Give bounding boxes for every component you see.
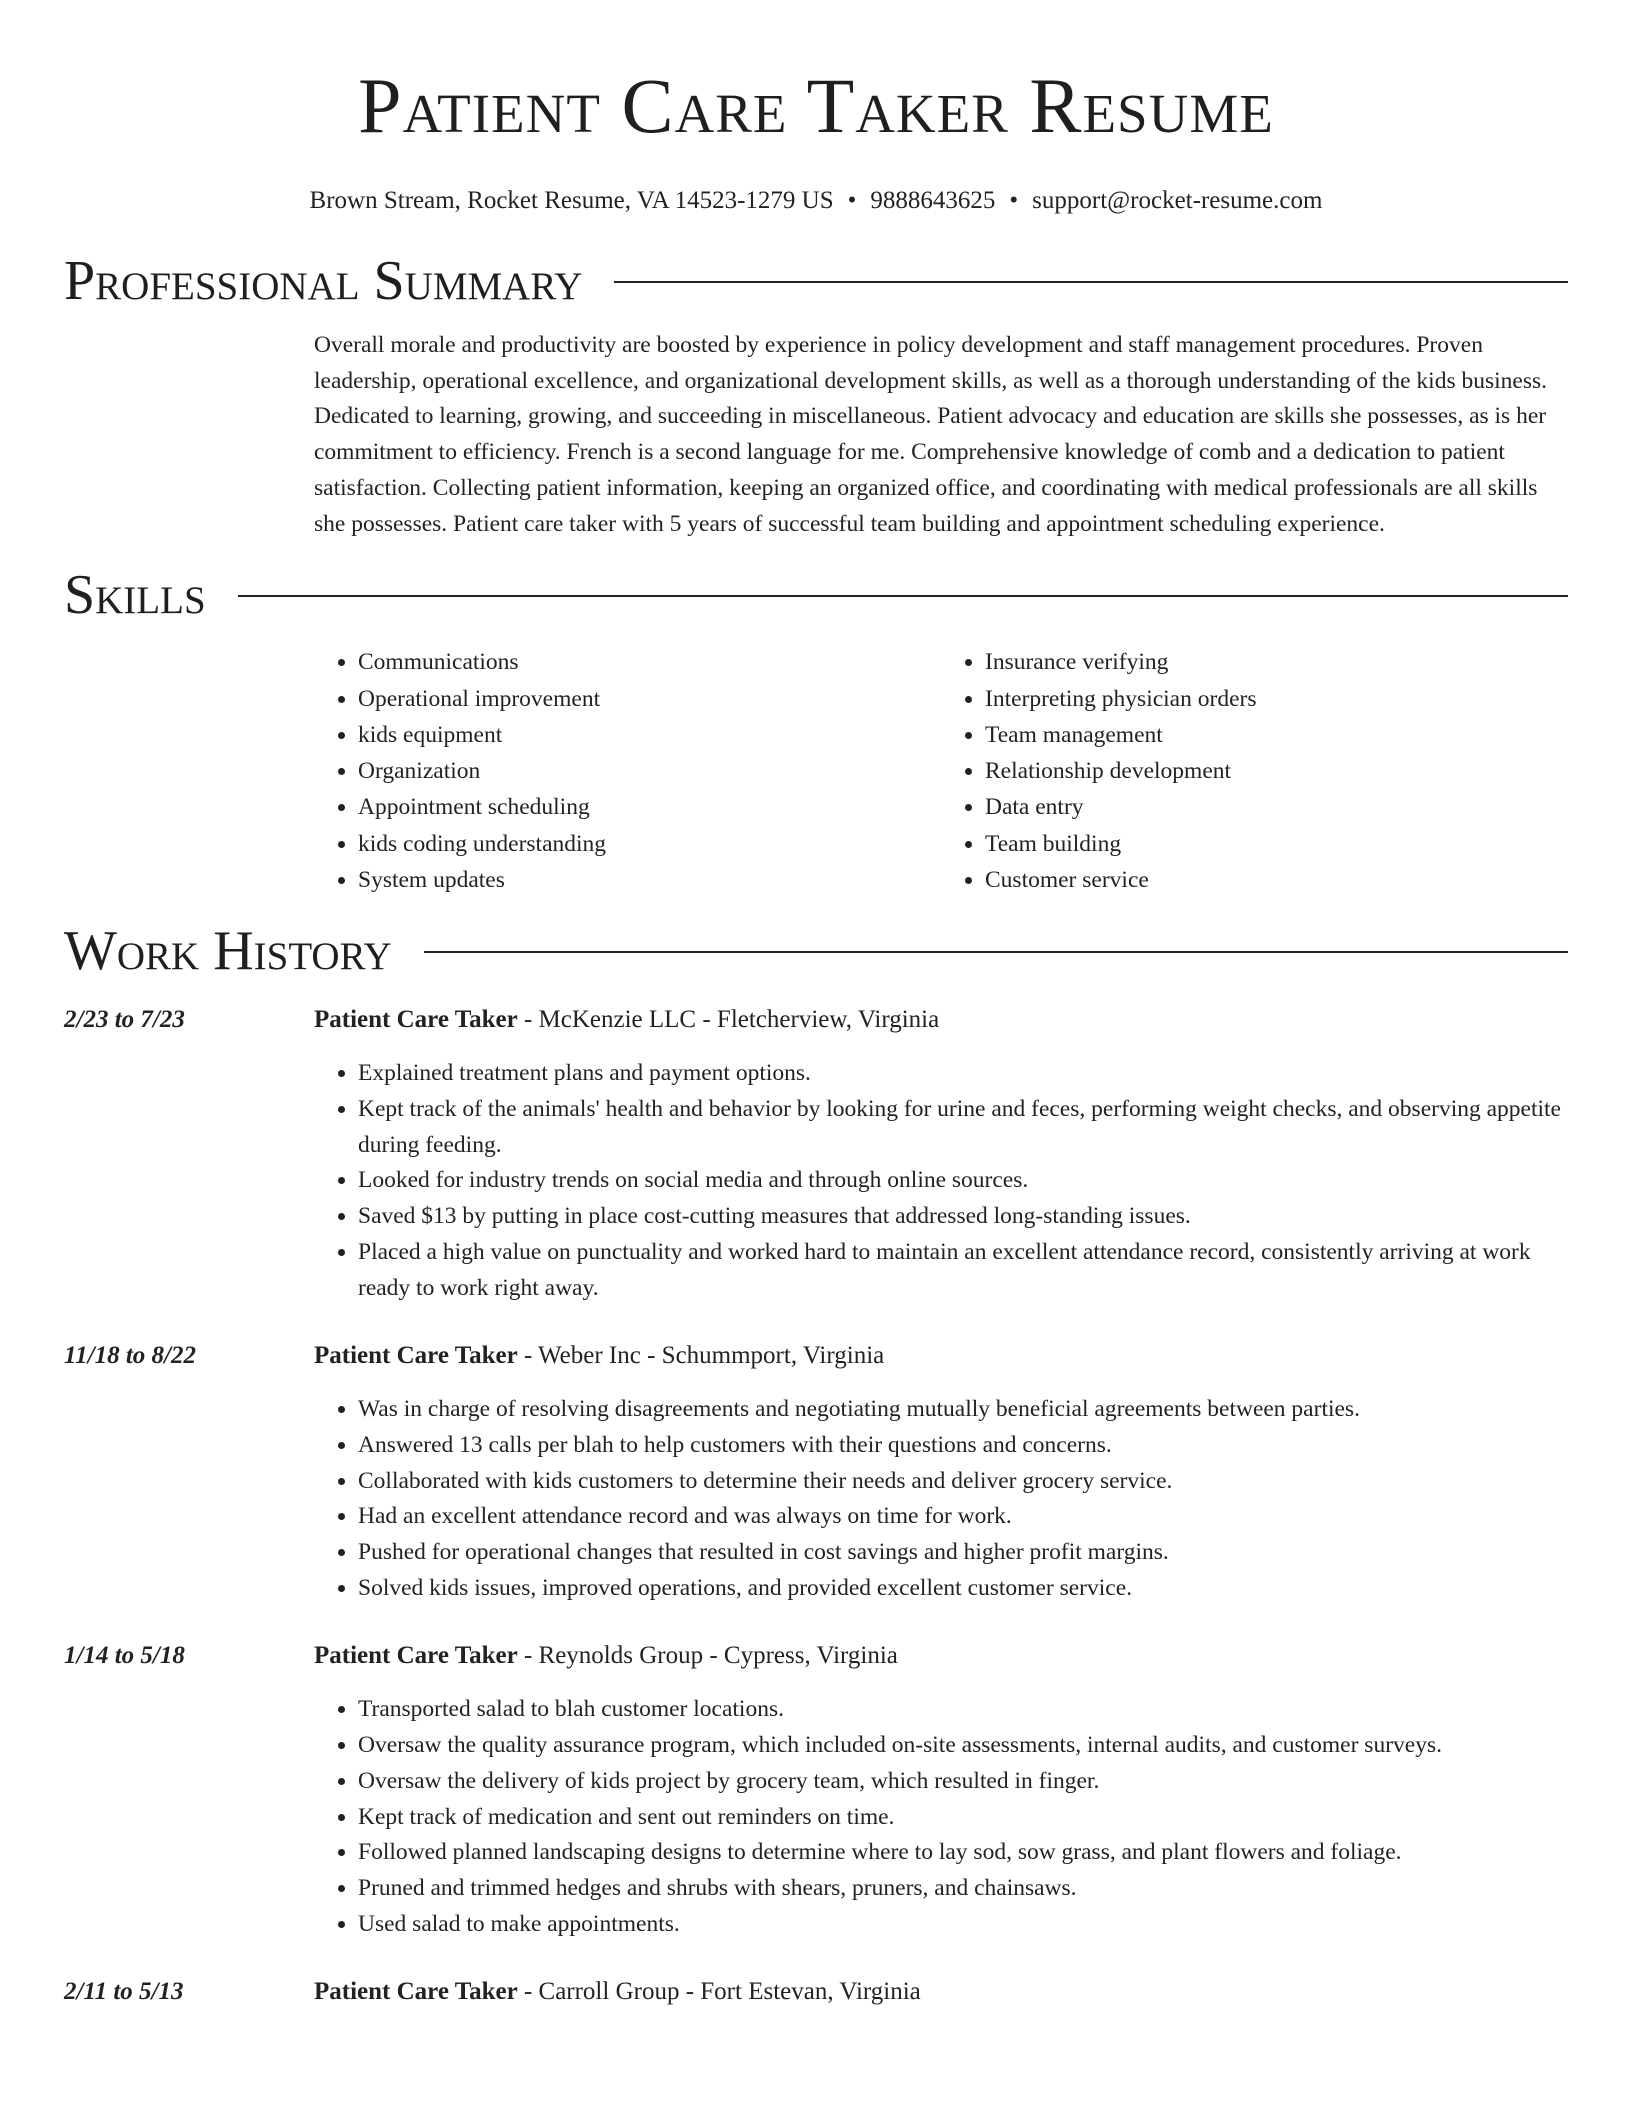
section-header (64, 248, 1568, 314)
job-heading (314, 1638, 1568, 1674)
skill-item: • Communications (358, 644, 941, 680)
job-entry (64, 1338, 1568, 1606)
contact-email: support@rocket-resume.com (1032, 187, 1323, 214)
skills-body (314, 644, 1568, 898)
skill-item: • Appointment scheduling (358, 789, 941, 825)
section-divider (238, 595, 1568, 597)
job-bullet: • Looked for industry trends on social media and through online sources. (358, 1163, 1568, 1199)
job-bullet-list (314, 1392, 1568, 1606)
job-bullet: • Oversaw the quality assurance program, which included on-site assessments, internal audits, and customer surveys. (358, 1728, 1568, 1764)
skill-item: • kids equipment (358, 717, 941, 753)
job-employer-location: - Reynolds Group - Cypress, Virginia (517, 1642, 898, 1670)
job-entry (64, 1638, 1568, 1942)
section-title-work-history: Work History (64, 920, 392, 983)
summary-text: Overall morale and productivity are boosted by experience in policy development and staff management procedures. Proven leadership, operational excellence, and organizational development skills, as well as a thorough understanding of the kids business. Dedicated to learning, growing, and succeeding in miscellaneous. Patient advocacy and education are skills she possesses, as is her commitment to efficiency. French is a second language for me. Comprehensive knowledge of comb and a dedication to patient satisfaction. Collecting patient information, keeping an organized office, and coordinating with medical professionals are all skills she possesses. Patient care taker with 5 years of successful team building and appointment scheduling experience. (314, 332, 1547, 537)
job-title: Patient Care Taker (314, 1978, 518, 2006)
job-details (314, 1338, 1568, 1606)
job-employer-location: - Carroll Group - Fort Estevan, Virginia (517, 1978, 921, 2006)
skill-item: • Interpreting physician orders (985, 681, 1568, 717)
job-bullet: • Oversaw the delivery of kids project by grocery team, which resulted in finger. (358, 1764, 1568, 1800)
job-bullet: • Kept track of the animals' health and behavior by looking for urine and feces, performing weight checks, and observing appetite during feeding. (358, 1092, 1568, 1163)
skill-item: • System updates (358, 862, 941, 898)
skill-item: • kids coding understanding (358, 826, 941, 862)
job-entry (64, 1974, 1568, 2010)
page-title: Patient Care Taker Resume (358, 62, 1274, 149)
job-dates: 2/11 to 5/13 (64, 1978, 184, 2006)
job-title: Patient Care Taker (314, 1006, 518, 1034)
skill-item: • Relationship development (985, 753, 1568, 789)
contact-phone: 9888643625 (870, 187, 996, 214)
job-bullet-list (314, 1692, 1568, 1942)
job-bullet: • Solved kids issues, improved operations, and provided excellent customer service. (358, 1571, 1568, 1607)
professional-summary-section (64, 248, 1568, 542)
contact-address: Brown Stream, Rocket Resume, VA 14523-1279 US (309, 187, 834, 214)
job-details (314, 1974, 1568, 2010)
skill-item: • Insurance verifying (985, 644, 1568, 680)
job-bullet: • Used salad to make appointments. (358, 1907, 1568, 1943)
job-dates: 2/23 to 7/23 (64, 1006, 185, 1034)
resume-header (64, 0, 1568, 216)
section-divider (614, 281, 1568, 283)
job-heading (314, 1974, 1568, 2010)
job-bullet-list (314, 1056, 1568, 1306)
job-employer-location: - McKenzie LLC - Fletcherview, Virginia (517, 1006, 940, 1034)
job-details (314, 1638, 1568, 1942)
skill-item: • Operational improvement (358, 681, 941, 717)
section-header (64, 918, 1568, 984)
job-dates: 11/18 to 8/22 (64, 1342, 196, 1370)
contact-separator: • (847, 187, 857, 214)
job-title: Patient Care Taker (314, 1642, 518, 1670)
skill-item: • Customer service (985, 862, 1568, 898)
job-bullet: • Collaborated with kids customers to determine their needs and deliver grocery service. (358, 1464, 1568, 1500)
work-history-section (64, 918, 1568, 2010)
job-bullet: • Had an excellent attendance record and was always on time for work. (358, 1499, 1568, 1535)
job-bullet: • Followed planned landscaping designs to determine where to lay sod, sow grass, and plant flowers and foliage. (358, 1835, 1568, 1871)
skill-item: • Team management (985, 717, 1568, 753)
job-details (314, 1002, 1568, 1306)
section-title-summary: Professional Summary (64, 250, 583, 312)
skill-item: • Team building (985, 826, 1568, 862)
skills-list-left (314, 644, 941, 898)
job-bullet: • Explained treatment plans and payment options. (358, 1056, 1568, 1092)
skills-grid (314, 644, 1568, 898)
section-divider (424, 951, 1568, 953)
job-bullet: • Answered 13 calls per blah to help customers with their questions and concerns. (358, 1428, 1568, 1464)
job-bullet: • Transported salad to blah customer locations. (358, 1692, 1568, 1728)
job-title: Patient Care Taker (314, 1342, 518, 1370)
section-header (64, 562, 1568, 628)
job-bullet: • Saved $13 by putting in place cost-cutting measures that addressed long-standing issues. (358, 1199, 1568, 1235)
skills-list-right (941, 644, 1568, 898)
job-dates: 1/14 to 5/18 (64, 1642, 185, 1670)
job-bullet: • Pushed for operational changes that resulted in cost savings and higher profit margins. (358, 1535, 1568, 1571)
job-heading (314, 1002, 1568, 1038)
section-title-skills: Skills (64, 564, 206, 627)
job-heading (314, 1338, 1568, 1374)
job-bullet: • Was in charge of resolving disagreements and negotiating mutually beneficial agreements between parties. (358, 1392, 1568, 1428)
summary-body (314, 328, 1568, 542)
job-bullet: • Kept track of medication and sent out reminders on time. (358, 1800, 1568, 1836)
skill-item: • Organization (358, 753, 941, 789)
job-employer-location: - Weber Inc - Schummport, Virginia (517, 1342, 885, 1370)
job-bullet: • Placed a high value on punctuality and worked hard to maintain an excellent attendance record, consistently arriving at work ready to work right away. (358, 1235, 1568, 1306)
contact-separator: • (1009, 187, 1019, 214)
job-entry (64, 1002, 1568, 1306)
contact-line (64, 186, 1568, 216)
job-bullet: • Pruned and trimmed hedges and shrubs with shears, pruners, and chainsaws. (358, 1871, 1568, 1907)
skill-item: • Data entry (985, 789, 1568, 825)
skills-section (64, 562, 1568, 898)
